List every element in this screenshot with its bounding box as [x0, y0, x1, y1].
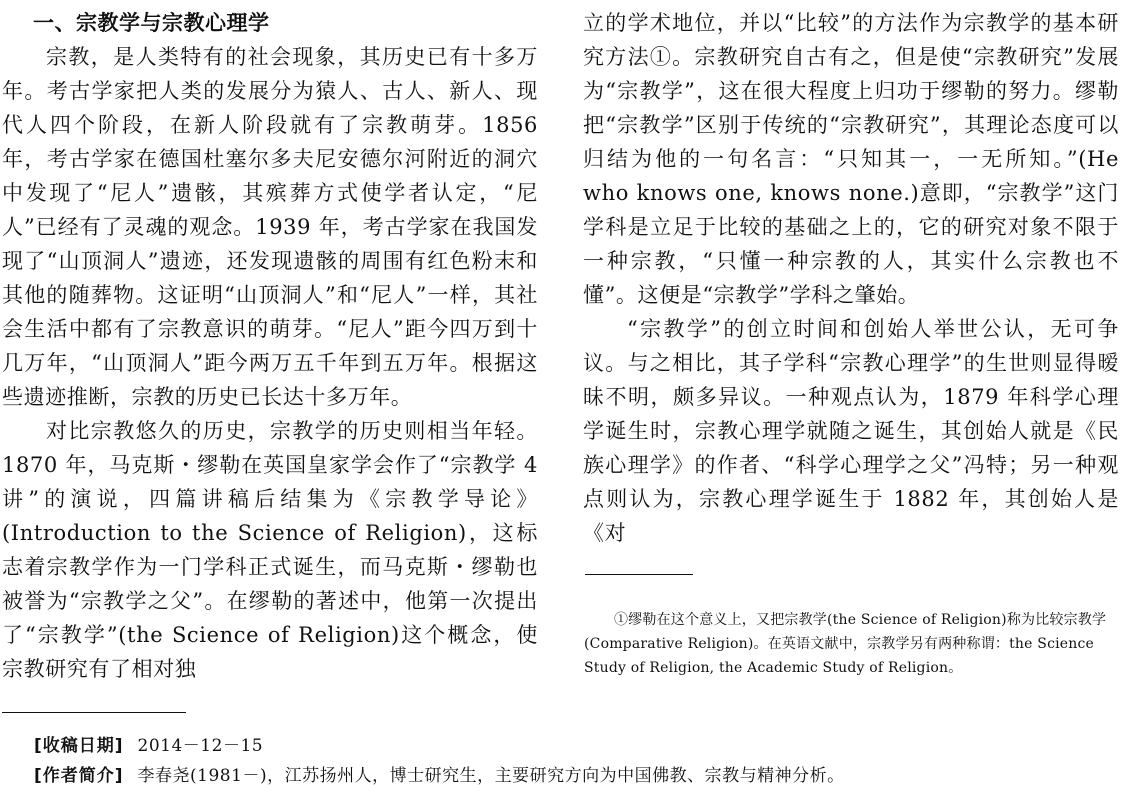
body-paragraph-continued: 立的学术地位，并以“比较”的方法作为宗教学的基本研究方法①。宗教研究自古有之，但是使“宗教研究”发展为“宗教学”，这在很大程度上归功于缪勒的努力。缪勒把“宗教学”区别于传统的“宗教研究”，其理论态度可以归结为他的一句名言：“只知其一，一无所知。”(He who knows one, knows none.)意即，“宗教学”这门学科是立足于比较的基础之上的，它的研究对象不限于一种宗教，“只懂一种宗教的人，其实什么宗教也不懂”。这便是“宗教学”学科之肇始。 [583, 11, 1119, 307]
footnote-divider [585, 574, 693, 575]
author-info-value: 李春尧(1981－)，江苏扬州人，博士研究生，主要研究方向为中国佛教、宗教与精神分析。 [137, 766, 845, 786]
section-heading: 一、宗教学与宗教心理学 [33, 11, 270, 35]
article-info-divider [2, 712, 186, 713]
left-column [2, 6, 538, 686]
right-column [583, 6, 1119, 550]
received-date-line [34, 733, 263, 759]
received-date-value: 2014－12－15 [137, 736, 264, 756]
author-info-label: [作者简介] [34, 766, 124, 786]
body-paragraph: 宗教，是人类特有的社会现象，其历史已有十多万年。考古学家把人类的发展分为猿人、古人、新人、现代人四个阶段，在新人阶段就有了宗教萌芽。1856 年，考古学家在德国杜塞尔多夫尼安德尔河附近的洞穴中发现了“尼人”遗骸，其殡葬方式使学者认定，“尼人”已经有了灵魂的观念。1939 年，考古学家在我国发现了“山顶洞人”遗迹，还发现遗骸的周围有红色粉末和其他的随葬物。这证明“山顶洞人”和“尼人”一样，其社会生活中都有了宗教意识的萌芽。“尼人”距今四万到十几万年，“山顶洞人”距今两万五千年到五万年。根据这些遗迹推断，宗教的历史已长达十多万年。 [2, 45, 538, 409]
footnote: ①缪勒在这个意义上，又把宗教学(the Science of Religion)称为比较宗教学(Comparative Religion)。在英语文献中，宗教学另有两种称谓：the Science Study of Religion, the Academic Study of Religion。 [584, 612, 1107, 676]
received-date-label: [收稿日期] [34, 736, 124, 756]
body-paragraph: “宗教学”的创立时间和创始人举世公认，无可争议。与之相比，其子学科“宗教心理学”的生世则显得暧昧不明，颇多异议。一种观点认为，1879 年科学心理学诞生时，宗教心理学就随之诞生，其创始人就是《民族心理学》的作者、“科学心理学之父”冯特；另一种观点则认为，宗教心理学诞生于 1882 年，其创始人是《对 [583, 317, 1119, 545]
author-info-line [34, 763, 845, 789]
body-paragraph: 对比宗教悠久的历史，宗教学的历史则相当年轻。1870 年，马克斯・缪勒在英国皇家学会作了“宗教学 4 讲”的演说，四篇讲稿后结集为《宗教学导论》(Introduction to the Science of Religion)，这标志着宗教学作为一门学科正式诞生，而马克斯・缪勒也被誉为“宗教学之父”。在缪勒的著述中，他第一次提出了“宗教学”(the Science of Religion)这个概念，使宗教研究有了相对独 [2, 419, 538, 681]
